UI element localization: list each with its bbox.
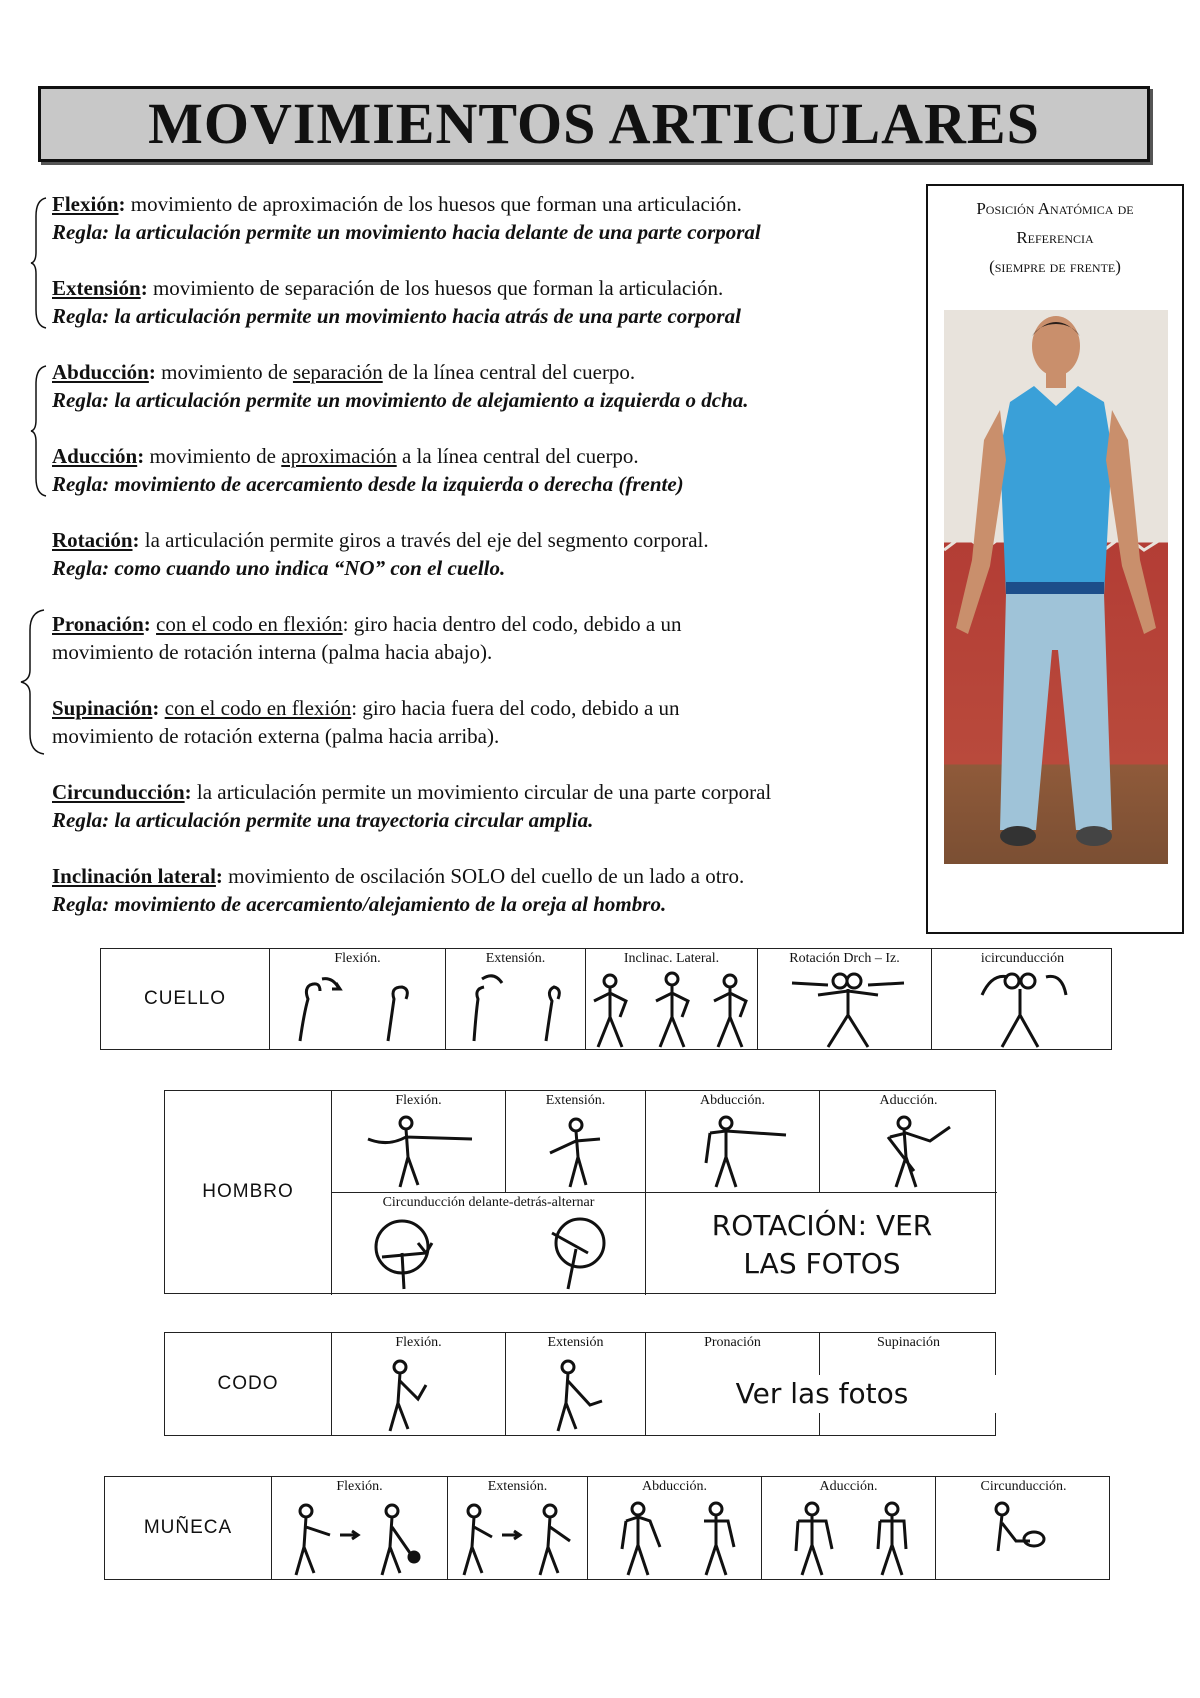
hdr-hombro-aduccion: Aducción. [879,1093,938,1108]
def-extension: Extensión: movimiento de separación de los huesos que forman la articulación. Regla: la articulación permite un movimiento hacia atrás de una parte corporal [52,274,932,330]
cell-cuello-rotacion [757,949,931,1049]
desc-supinacion-ul: con el codo en flexión [164,696,352,720]
cell-codo-extension [505,1333,645,1435]
rule-aduccion: Regla: movimiento de acercamiento desde la izquierda o derecha (frente) [52,472,684,496]
desc-extension: movimiento de separación de los huesos que forman la articulación. [147,276,724,300]
rule-flexion: Regla: la articulación permite un movimiento hacia delante de una parte corporal [52,220,761,244]
desc-aduccion-pre: movimiento de [144,444,282,468]
rule-rotacion: Regla: como cuando uno indica “NO” con el cuello. [52,556,506,580]
stick-figure-icon [454,1501,584,1577]
desc-aduccion-post: a la línea central del cuerpo. [396,444,639,468]
hdr-hombro-abduccion: Abducción. [700,1093,765,1108]
desc-rotacion: la articulación permite giros a través del eje del segmento corporal. [139,528,709,552]
cell-codo-flexion [331,1333,505,1435]
desc-aduccion-ul: aproximación [281,444,397,468]
rule-abduccion: Regla: la articulación permite un movimiento de alejamiento a izquierda o dcha. [52,388,749,412]
cell-hombro-abduccion [645,1091,819,1193]
desc-abduccion-pre: movimiento de [155,360,293,384]
hdr-hombro-flexion: Flexión. [395,1093,442,1108]
cell-hombro-extension [505,1091,645,1193]
desc-inclinacion: movimiento de oscilación SOLO del cuello de un lado a otro. [222,864,745,888]
stick-figure-icon [686,1113,796,1189]
cell-muneca-flexion [271,1477,447,1579]
cell-hombro-flexion [331,1091,505,1193]
hdr-muneca-extension: Extensión. [487,1479,548,1494]
cell-hombro-rotacion [645,1193,997,1295]
cell-cuello-circunduccion [931,949,1113,1049]
stick-figure-icon [986,1501,1076,1561]
cell-muneca-circunduccion [935,1477,1111,1579]
row-label-codo: CODO [217,1373,279,1394]
cell-cuello-inclinacion [585,949,757,1049]
cell-muneca-abduccion [587,1477,761,1579]
hombro-rotacion-line1: ROTACIÓN: VER [711,1209,933,1242]
brace-flexion-extension [30,196,50,330]
def-inclinacion-lateral: Inclinación lateral: movimiento de oscilación SOLO del cuello de un lado a otro. Regla: movimiento de acercamiento/alejamiento de la oreja al hombro. [52,862,932,918]
brace-pronacion-supinacion [18,608,48,756]
term-rotacion: Rotación [52,528,133,552]
row-label-muneca: MUÑECA [143,1517,233,1538]
def-aduccion: Aducción: movimiento de aproximación a la línea central del cuerpo. Regla: movimiento de acercamiento desde la izquierda o derecha (frente) [52,442,932,498]
desc-pronacion-line2: movimiento de rotación interna (palma hacia abajo). [52,640,493,664]
rule-inclinacion: Regla: movimiento de acercamiento/alejamiento de la oreja al hombro. [52,892,667,916]
stick-figure-icon [378,1357,458,1433]
hdr-muneca-circunduccion: Circunducción. [980,1479,1067,1494]
table-cuello [100,948,1112,1050]
term-aduccion: Aducción [52,444,138,468]
stick-figure-icon [536,1115,626,1189]
table-muneca [104,1476,1110,1580]
row-label-cuello: CUELLO [143,988,227,1009]
cell-cuello-extension [445,949,585,1049]
hdr-muneca-abduccion: Abducción. [642,1479,707,1494]
desc-pronacion-post: : giro hacia dentro del codo, debido a un [342,612,682,636]
page-title: MOVIMIENTOS ARTICULARES [148,91,1040,156]
desc-pronacion-ul: con el codo en flexión [156,612,343,636]
hombro-rotacion-note [646,1207,998,1283]
def-rotacion: Rotación: la articulación permite giros a través del eje del segmento corporal. Regla: como cuando uno indica “NO” con el cuello. [52,526,932,582]
cell-muneca-aduccion [761,1477,935,1579]
hdr-codo-supinacion: Supinación [877,1335,940,1350]
table-hombro [164,1090,996,1294]
def-supinacion: Supinación: con el codo en flexión: giro hacia fuera del codo, debido a un movimiento de rotación externa (palma hacia arriba). [52,694,932,750]
term-supinacion: Supinación [52,696,153,720]
term-flexion: Flexión [52,192,119,216]
term-abduccion: Abducción [52,360,149,384]
stick-figure-icon [454,969,582,1047]
stick-figure-icon [362,1213,632,1293]
hdr-cuello-rotacion: Rotación Drch – Iz. [789,951,900,966]
def-flexion: Flexión: movimiento de aproximación de los huesos que forman una articulación. Regla: la articulación permite un movimiento hacia delante de una parte corporal [52,190,932,246]
reference-line1: Posición Anatómica de [976,199,1134,218]
hdr-cuello-circunduccion: icircunducción [980,951,1065,966]
table-codo [164,1332,996,1436]
stick-figure-icon [788,969,908,1049]
term-circunduccion: Circunducción [52,780,185,804]
def-pronacion: Pronación: con el codo en flexión: giro hacia dentro del codo, debido a un movimiento de rotación interna (palma hacia abajo). [52,610,932,666]
hombro-rotacion-line2: LAS FOTOS [743,1247,901,1280]
definitions-list [52,190,932,918]
cell-hombro-aduccion [819,1091,997,1193]
stick-figure-icon [362,1113,482,1189]
anatomical-reference-photo [944,310,1168,864]
stick-figure-icon [870,1113,970,1189]
desc-abduccion-post: de la línea central del cuerpo. [382,360,636,384]
hdr-cuello-extension: Extensión. [485,951,546,966]
rule-extension: Regla: la articulación permite un movimiento hacia atrás de una parte corporal [52,304,741,328]
hdr-hombro-circunduccion: Circunducción delante-detrás-alternar [382,1195,595,1210]
rule-circunduccion: Regla: la articulación permite una trayectoria circular amplia. [52,808,594,832]
stick-figure-icon [548,1357,628,1433]
codo-fotos-note: Ver las fotos [647,1375,997,1413]
desc-supinacion-post: : giro hacia fuera del codo, debido a un [351,696,680,720]
row-label-hombro: HOMBRO [202,1181,294,1202]
reference-line2: Referencia [1016,228,1094,247]
reference-title [928,194,1182,281]
stick-figure-icon [280,969,436,1047]
cell-hombro-circunduccion [331,1193,645,1295]
stick-figure-icon [782,1499,922,1577]
def-circunduccion: Circunducción: la articulación permite un movimiento circular de una parte corporal Regla: la articulación permite una trayectoria circular amplia. [52,778,932,834]
hdr-cuello-flexion: Flexión. [334,951,381,966]
def-abduccion: Abducción: movimiento de separación de la línea central del cuerpo. Regla: la articulación permite un movimiento de alejamiento a izquierda o dcha. [52,358,932,414]
desc-abduccion-ul: separación [292,360,383,384]
hdr-muneca-aduccion: Aducción. [819,1479,878,1494]
stick-figure-icon [962,969,1082,1049]
reference-position-box [926,184,1184,934]
desc-flexion: movimiento de aproximación de los huesos que forman una articulación. [125,192,742,216]
term-pronacion: Pronación [52,612,144,636]
term-extension: Extensión [52,276,141,300]
term-inclinacion: Inclinación lateral [52,864,216,888]
hdr-hombro-extension: Extensión. [545,1093,606,1108]
hdr-codo-flexion: Flexión. [395,1335,442,1350]
desc-circunduccion: la articulación permite un movimiento circular de una parte corporal [191,780,772,804]
title-box [38,86,1150,162]
cell-cuello-flexion [269,949,445,1049]
stick-figure-icon [282,1501,438,1577]
hdr-muneca-flexion: Flexión. [336,1479,383,1494]
cell-muneca-extension [447,1477,587,1579]
stick-figure-icon [608,1499,748,1577]
hdr-codo-extension: Extensión [547,1335,604,1350]
stick-figure-icon [590,967,754,1049]
hdr-cuello-inclinacion: Inclinac. Lateral. [623,951,720,966]
reference-line3: (siempre de frente) [989,257,1121,276]
brace-abduccion-aduccion [30,364,50,498]
hdr-codo-pronacion: Pronación [704,1335,761,1350]
desc-supinacion-line2: movimiento de rotación externa (palma hacia arriba). [52,724,500,748]
